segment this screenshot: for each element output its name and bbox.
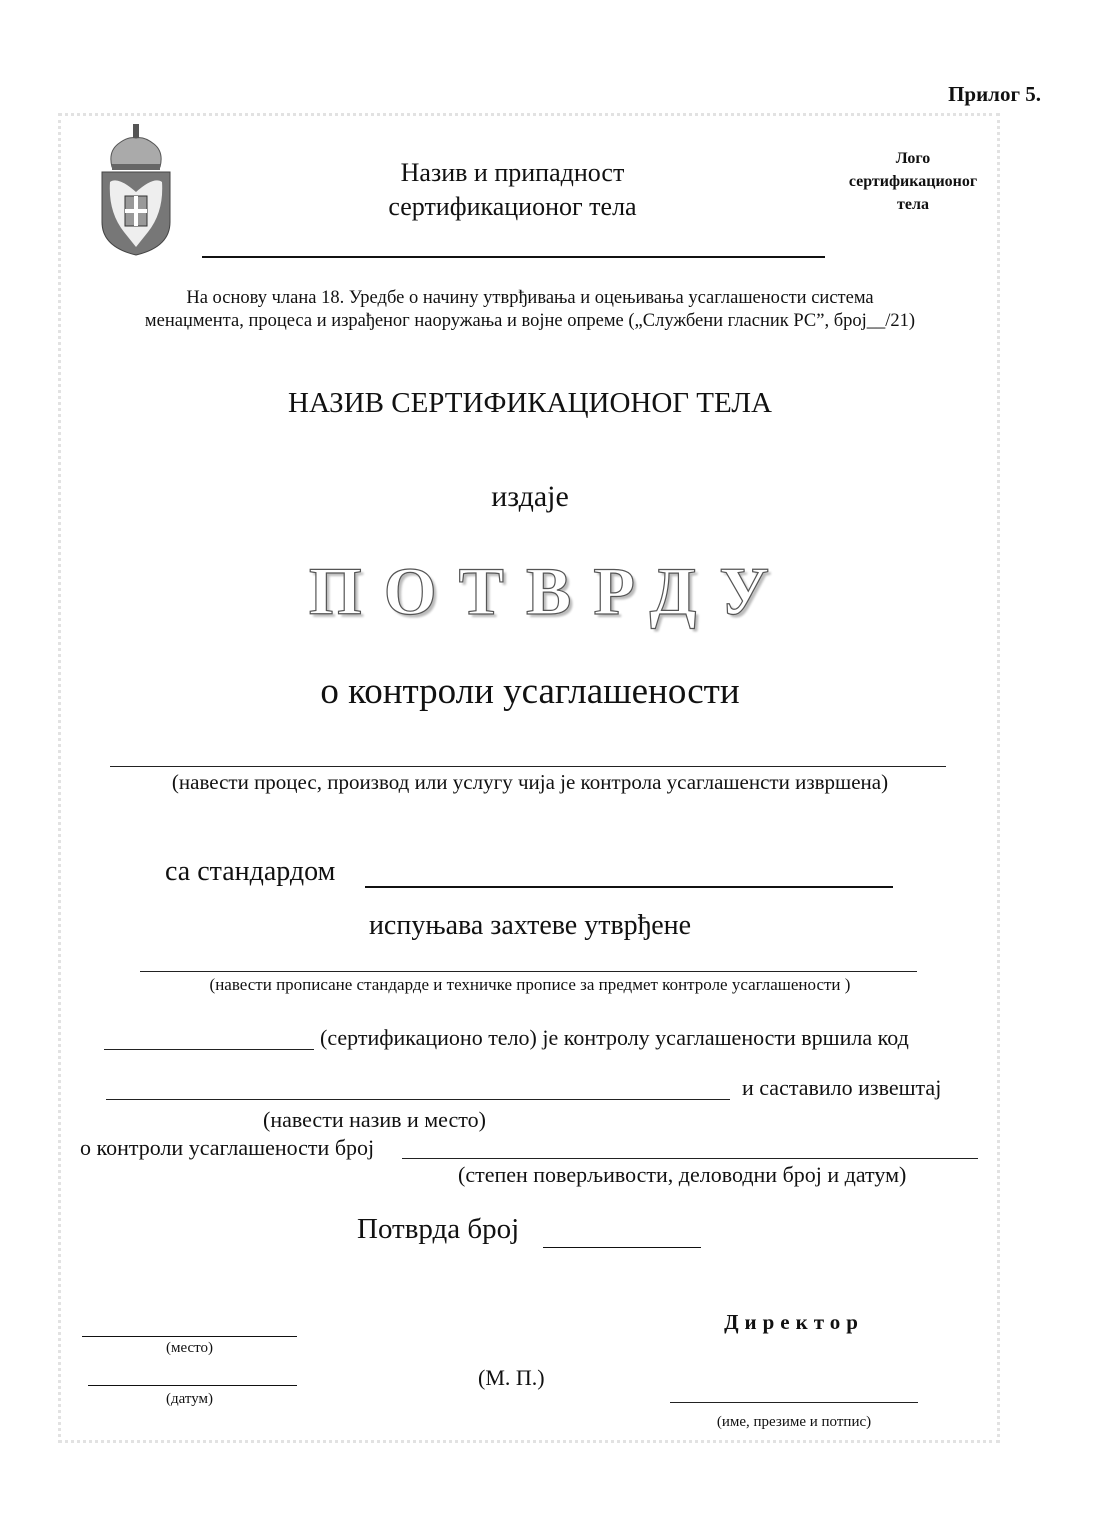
coat-of-arms-icon xyxy=(98,122,174,257)
standards-line xyxy=(140,971,917,972)
confidential-hint: (степен поверљивости, деловодни број и датум) xyxy=(458,1162,907,1187)
place-line xyxy=(82,1336,297,1337)
subject-title: о контроли усаглашености xyxy=(320,671,740,712)
confirmation-number-label: Потврда број xyxy=(357,1213,520,1245)
name-place-hint: (навести назив и место) xyxy=(263,1107,486,1132)
confirmation-number-line xyxy=(543,1247,701,1248)
signature-label: (име, презиме и потпис) xyxy=(716,1414,872,1430)
preamble xyxy=(60,287,1000,333)
date-label: (датум) xyxy=(165,1391,214,1407)
body-title: НАЗИВ СЕРТИФИКАЦИОНОГ ТЕЛА xyxy=(288,387,772,419)
certification-body-name xyxy=(330,156,695,224)
standards-hint: (навести прописане стандарде и техничке прописе за предмет контроле усаглашености ) xyxy=(209,975,851,994)
standard-line xyxy=(365,886,893,888)
document-type-title: ПОТВРДУ xyxy=(308,553,792,629)
place-name-line xyxy=(106,1099,730,1100)
place-label: (место) xyxy=(165,1340,214,1356)
preamble-line-2: менаџмента, процеса и израђеног наоружања и војне опреме („Службени гласник РС”, број__/21) xyxy=(144,311,916,331)
logo-line-3: тела xyxy=(897,196,929,213)
logo-line-1: Лого xyxy=(895,150,931,167)
body-name-line xyxy=(104,1049,314,1050)
name-underline xyxy=(202,256,825,258)
director-label: Директор xyxy=(724,1310,864,1334)
logo-line-2: сертификационог xyxy=(848,173,978,190)
process-hint: (навести процес, производ или услугу чија је контрола усаглашенсти извршена) xyxy=(171,770,889,794)
standard-label: са стандардом xyxy=(165,856,336,887)
logo-placeholder xyxy=(828,147,998,216)
process-line xyxy=(110,766,946,767)
name-line-2: сертификационог тела xyxy=(388,192,637,221)
date-line xyxy=(88,1385,297,1386)
meets-text: испуњава захтеве утврђене xyxy=(368,910,692,941)
preamble-line-1: На основу члана 18. Уредбе о начину утврђивања и оцењивања усаглашености система xyxy=(186,288,874,308)
report-number-label: о контроли усаглашености број xyxy=(80,1135,375,1160)
report-text: и саставило извештај xyxy=(742,1075,942,1100)
seal-label: (М. П.) xyxy=(478,1365,545,1390)
signature-line xyxy=(670,1402,918,1403)
annex-label: Прилог 5. xyxy=(948,82,1041,106)
issues-text: издаје xyxy=(491,480,569,513)
name-line-1: Назив и припадност xyxy=(400,158,625,187)
performed-text: (сертификационо тело) је контролу усаглашености вршила код xyxy=(320,1025,909,1050)
report-number-line xyxy=(402,1158,978,1159)
